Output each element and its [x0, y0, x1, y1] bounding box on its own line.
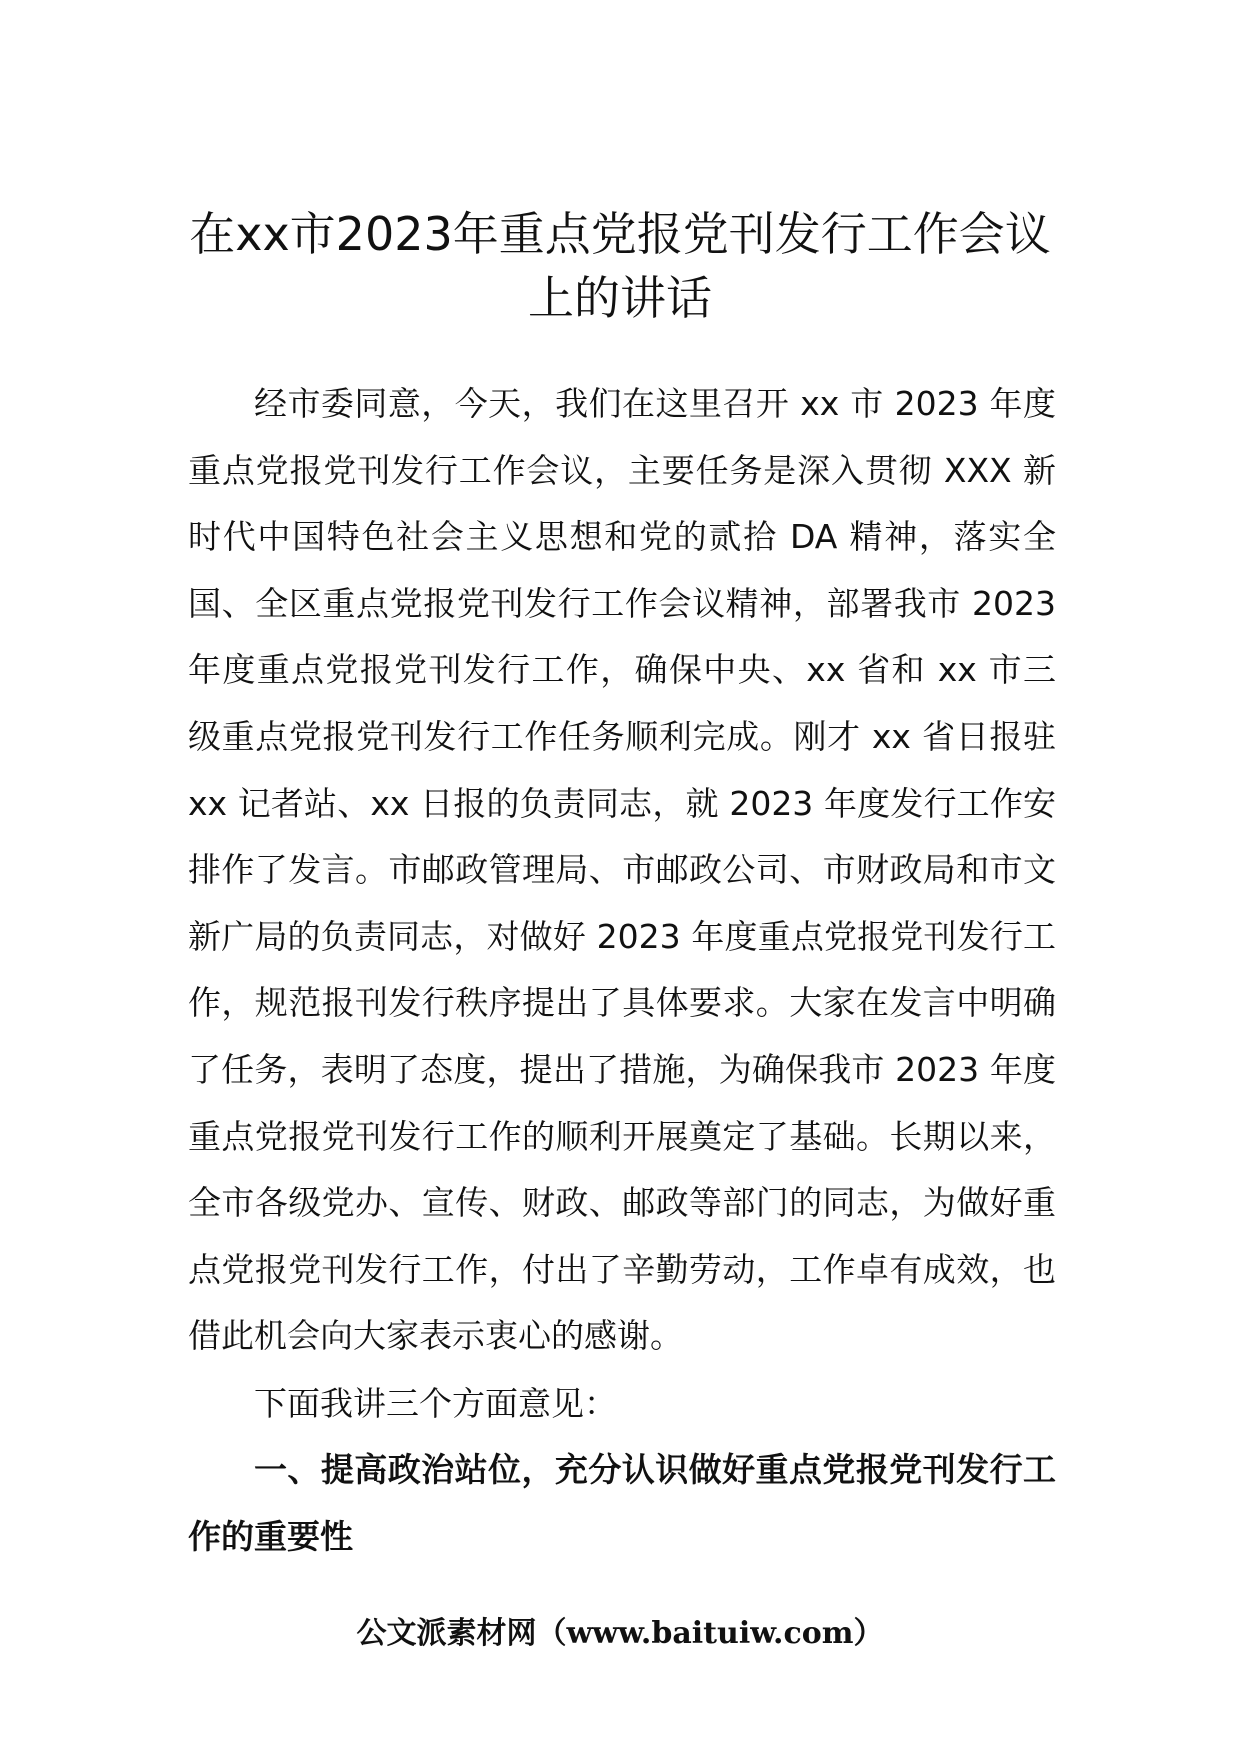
paragraph-transition: 下面我讲三个方面意见：: [254, 1384, 617, 1423]
document-title: 在xx市2023年重点党报党刊发行工作会议上的讲话: [189, 207, 1051, 325]
paragraph-opening: 经市委同意，今天，我们在这里召开 xx 市 2023 年度重点党报党刊发行工作会议，主要任务是深入贯彻 XXX 新时代中国特色社会主义思想和党的贰拾 DA 精神，落实全国、全区重点党报党刊发行工作会议精神，部署我市 2023 年度重点党报党刊发行工作，确保中央、xx 省和 xx 市三级重点党报党刊发行工作任务顺利完成。刚才 xx 省日报驻 xx 记者站、xx 日报的负责同志，就 2023 年度发行工作安排作了发言。市邮政管理局、市邮政公司、市财政局和市文新广局的负责同志，对做好 2023 年度重点党报党刊发行工作，规范报刊发行秩序提出了具体要求。大家在发言中明确了任务，表明了态度，提出了措施，为确保我市 2023 年度重点党报党刊发行工作的顺利开展奠定了基础。长期以来，全市各级党办、宣传、财政、邮政等部门的同志，为做好重点党报党刊发行工作，付出了辛勤劳动，工作卓有成效，也借此机会向大家表示衷心的感谢。: [188, 384, 1056, 1356]
section-heading-1: 一、提高政治站位，充分认识做好重点党报党刊发行工作的重要性: [188, 1450, 1056, 1556]
footer-watermark: 公文派素材网（www.baituiw.com）: [356, 1616, 884, 1651]
